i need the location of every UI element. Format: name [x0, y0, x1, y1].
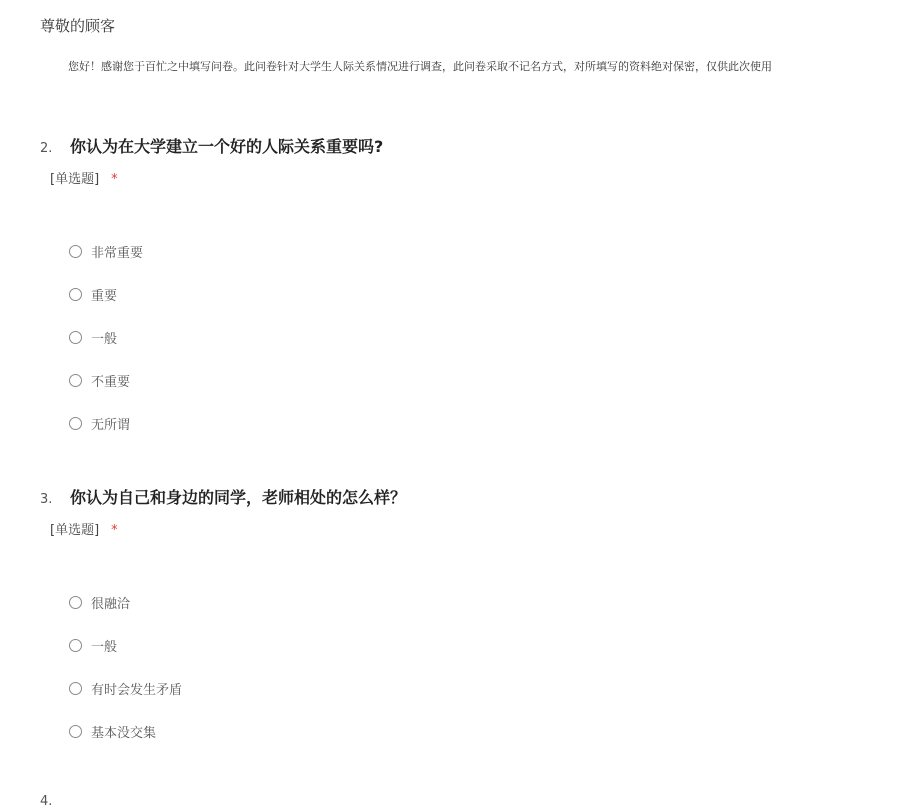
option-一般[interactable]	[69, 327, 117, 347]
option-label: 一般	[91, 639, 118, 655]
question-title: 你认为自己和身边的同学，老师相处的怎么样？	[70, 488, 407, 507]
option-label: 不重要	[91, 374, 131, 390]
option-一般[interactable]	[69, 635, 117, 655]
option-不重要[interactable]	[69, 370, 130, 390]
question-type	[50, 168, 880, 187]
question-type	[50, 519, 880, 538]
option-有时会发生矛盾[interactable]	[69, 678, 182, 698]
question-title: 你认为在大学建立一个好的人际关系重要吗?	[70, 137, 384, 156]
radio-button[interactable]	[69, 374, 82, 387]
option-无所谓[interactable]	[69, 413, 130, 433]
radio-button[interactable]	[69, 682, 82, 695]
question-type-label: [单选题]	[50, 172, 100, 187]
radio-button[interactable]	[69, 245, 82, 258]
option-label: 有时会发生矛盾	[91, 682, 183, 698]
question-3	[40, 485, 880, 741]
radio-button[interactable]	[69, 725, 82, 738]
radio-button[interactable]	[69, 639, 82, 652]
option-基本没交集[interactable]	[69, 721, 156, 741]
option-label: 非常重要	[91, 245, 144, 261]
option-label: 无所谓	[91, 417, 131, 433]
option-label: 重要	[91, 288, 118, 304]
question-2	[40, 134, 880, 433]
question-number: 4.	[40, 794, 53, 809]
option-label: 很融洽	[91, 596, 131, 612]
greeting: 尊敬的顾客	[40, 17, 116, 35]
radio-button[interactable]	[69, 417, 82, 430]
radio-button[interactable]	[69, 331, 82, 344]
question-number: 3.	[40, 492, 53, 507]
required-mark: *	[111, 172, 118, 187]
question-number: 2.	[40, 141, 53, 156]
option-重要[interactable]	[69, 284, 117, 304]
survey-intro: 您好！感谢您于百忙之中填写问卷。此问卷针对大学生人际关系情况进行调查，此问卷采取不记名方式，对所填写的资料绝对保密，仅供此次使用	[68, 60, 772, 73]
option-label: 基本没交集	[91, 725, 157, 741]
question-type-label: [单选题]	[50, 523, 100, 538]
radio-button[interactable]	[69, 288, 82, 301]
option-很融洽[interactable]	[69, 592, 130, 612]
radio-button[interactable]	[69, 596, 82, 609]
option-label: 一般	[91, 331, 118, 347]
required-mark: *	[111, 523, 118, 538]
option-非常重要[interactable]	[69, 241, 143, 261]
